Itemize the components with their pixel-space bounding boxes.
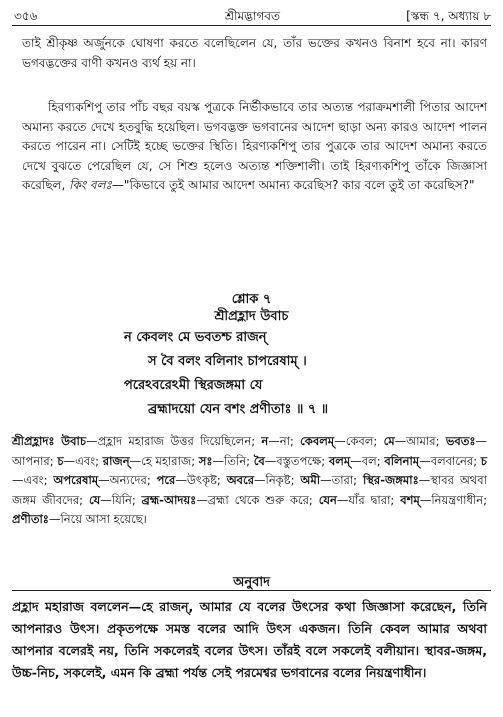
purport-paragraph-1: তাই শ্রীকৃষ্ণ অর্জুনকে ঘোষণা করতে বলেছিলেন যে, তাঁর ভক্তের কখনও বিনাশ হবে না। কারণ ভগবদ্ভক্তের বাণী কখনও ব্যর্থ হয় না।	[22, 36, 487, 70]
translation-title: অনুবাদ	[233, 575, 270, 590]
verse-line-2: স বৈ বলং বলিনাং চাপরেষাম্ ।	[148, 354, 307, 369]
synonym-word: বশম্	[400, 492, 420, 507]
page-number: ৩৫৬	[14, 9, 38, 23]
synonym-word: মে	[383, 434, 395, 448]
synonym-meaning: —না;	[268, 434, 301, 448]
synonym-word: চ	[480, 453, 488, 468]
synonym-word: ব্রহ্ম-আদয়ঃ	[141, 492, 197, 507]
synonym-meaning: —আমার;	[394, 434, 446, 448]
purport-text: হিরণ্যকশিপু তার পাঁচ বছর বয়স্ক পুত্রকে নির্ভীকভাবে তার অত্যন্ত পরাক্রমশালী পিতার আদেশ অমান্য করতে দেখে হতবুদ্ধি হয়েছিল। ভগবদ্ভক্ত ভগবানের আদেশ ছাড়া অন্য কারও আদেশ পালন করতে পারেন না। সেটিই হচ্ছে ভক্তের স্থিতি। হিরণ্যকশিপু তার পুত্রকে তার আদেশ অমান্য করতে দেখে বুঝতে পেরেছিল যে, সে শিশু হলেও অত্যন্ত শক্তিশালী। তাই হিরণ্যকশিপু তাঁকে জিজ্ঞাসা করেছিল,	[22, 100, 487, 192]
synonym-meaning: —তিনি;	[212, 453, 254, 468]
synonym-meaning: —আপনার;	[12, 434, 487, 468]
synonym-meaning: —এবং;	[12, 473, 54, 487]
synonym-meaning: —স্থাবর অথবা জঙ্গম জীবদের;	[12, 473, 487, 507]
purport-text-end: —"কিভাবে তুই আমার আদেশ অমান্য করেছিস? কার বলে তুই তা করেছিস?"	[111, 178, 475, 192]
synonyms-block	[12, 432, 487, 530]
synonym-meaning: —যাঁর দ্বারা;	[336, 492, 401, 507]
synonym-word: প্রণীতাঃ	[12, 512, 49, 526]
sanskrit-quote: কিং বলঃ	[69, 178, 112, 192]
section-indicator: [স্কন্ধ ৭, অধ্যায় ৮	[406, 9, 491, 23]
synonym-meaning: —নিয়ে আসা হয়েছে।	[48, 512, 147, 526]
verse-number: শ্লোক ৭	[231, 292, 272, 307]
verse-line-3: পরেঽবরেঽমী স্থিরজঙ্গমা যে	[124, 378, 263, 393]
synonym-meaning: —বল;	[350, 453, 385, 468]
synonym-meaning: —বলবানের;	[419, 453, 481, 468]
synonym-word: অপরেষাম্	[53, 473, 99, 487]
synonym-word: ন	[261, 434, 269, 448]
synonym-meaning: —যিনি;	[100, 492, 142, 507]
synonym-meaning: —তারা;	[320, 473, 363, 487]
book-title: শ্রীমদ্ভাগবত	[224, 9, 280, 23]
synonym-word: শ্রীপ্রহ্লাদঃ উবাচ	[12, 434, 87, 448]
synonym-word: কেবলম্	[300, 434, 335, 448]
page-header	[14, 6, 491, 26]
synonym-word: চ	[57, 453, 64, 468]
synonym-word: ভবতঃ	[445, 434, 476, 448]
synonym-meaning: —কেবল;	[334, 434, 384, 448]
synonym-word: বলিনাম্	[384, 453, 420, 468]
verse-line-4: ব্রহ্মাদয়ো যেন বশং প্রণীতাঃ ॥ ৭ ॥	[148, 402, 329, 417]
verse-line-1: ন কেবলং মে ভবতশ্চ রাজন্	[124, 330, 267, 345]
translation-text: প্রহ্লাদ মহারাজ বললেন—হে রাজন্, আমার যে বলের উৎসের কথা জিজ্ঞাসা করেছেন, তিনি আপনারও উৎস। প্রকৃতপক্ষে সমস্ত বলের আদি উৎস একজন। তিনি কেবল আমার অথবা আপনার বলেরই নয়, তিনি সকলেরই বলের উৎস। তাঁরই বলে সকলেই বলীয়ান। স্থাবর-জঙ্গম, উচ্চ-নিচ, সকলেই, এমন কি ব্রহ্মা পর্যন্ত সেই পরমেশ্বর ভগবানের বলের নিয়ন্ত্রণাধীন।	[12, 599, 487, 680]
verse-speaker: শ্রীপ্রহ্লাদ উবাচ	[214, 309, 289, 324]
synonym-word: অবরে	[226, 473, 255, 487]
synonym-word: যেন	[318, 492, 337, 507]
synonym-meaning: —প্রহ্লাদ মহারাজ উত্তর দিয়েছিলেন;	[86, 434, 262, 448]
synonym-word: বৈ	[253, 453, 265, 468]
synonym-word: সঃ	[198, 453, 213, 468]
translation-rule	[12, 590, 491, 591]
purport-paragraph-2	[22, 98, 487, 196]
synonym-meaning: —এবং;	[63, 453, 103, 468]
synonym-word: স্থির-জঙ্গমাঃ	[362, 473, 419, 487]
synonym-meaning: —নিয়ন্ত্রণাধীন;	[419, 492, 487, 507]
synonym-meaning: —ব্রহ্মা থেকে শুরু করে;	[196, 492, 319, 507]
synonym-meaning: —নিকৃষ্ট;	[254, 473, 301, 487]
synonym-meaning: —অন্যদের;	[98, 473, 157, 487]
synonym-word: বলম্	[328, 453, 351, 468]
synonym-word: পরে	[156, 473, 176, 487]
synonym-meaning: —উৎকৃষ্ট;	[175, 473, 227, 487]
synonym-meaning: —বস্তুতপক্ষে;	[264, 453, 329, 468]
header-rule	[12, 25, 491, 26]
synonym-word: রাজন্	[102, 453, 130, 468]
synonym-meaning: —হে মহারাজ;	[129, 453, 199, 468]
synonym-word: অমী	[300, 473, 321, 487]
synonym-word: যে	[88, 492, 101, 507]
